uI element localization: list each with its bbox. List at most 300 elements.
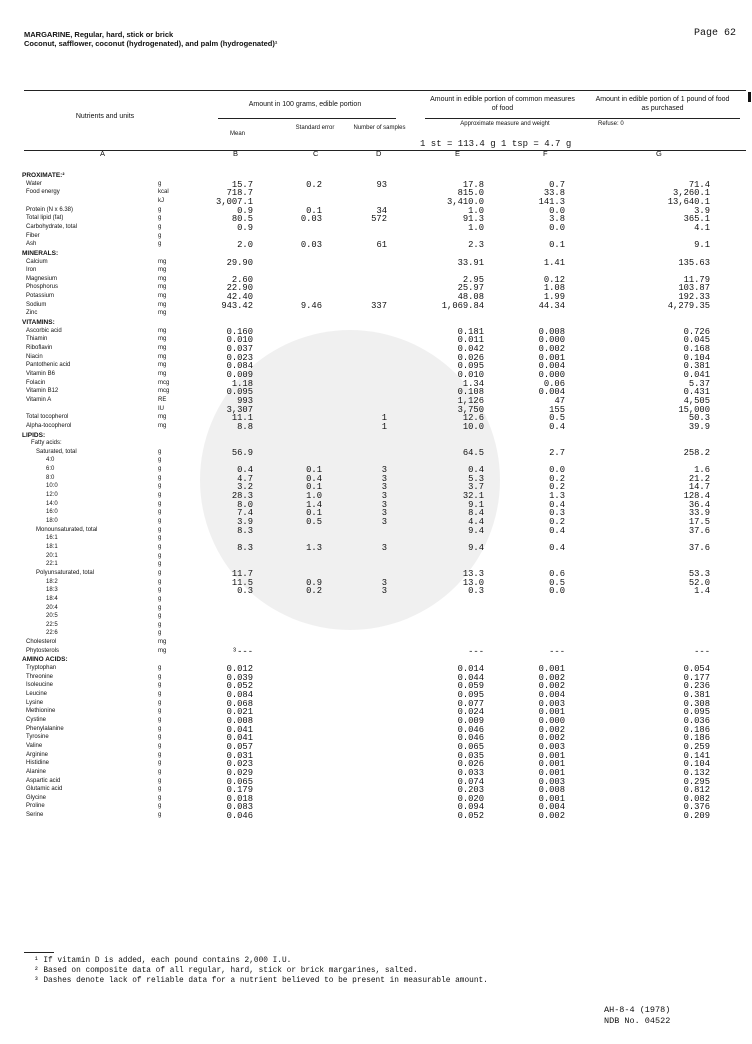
- row-unit: g: [158, 665, 162, 672]
- cell-e: 1,069.84: [441, 300, 484, 311]
- row-unit: g: [158, 241, 162, 248]
- table-top-rule: [24, 90, 746, 91]
- cell-b: 0.052: [226, 681, 253, 692]
- row-unit: g: [158, 716, 162, 723]
- cell-g: 11.79: [683, 274, 710, 285]
- cell-g: 135.63: [678, 257, 710, 268]
- row-unit: kJ: [158, 197, 164, 204]
- cell-g: 128.4: [683, 491, 710, 502]
- cell-e: 0.024: [457, 707, 484, 718]
- cell-g: 0.168: [683, 344, 710, 354]
- row-unit: mg: [158, 284, 167, 291]
- row-label: Tyrosine: [26, 734, 49, 741]
- header-amount-100g: Amount in 100 grams, edible portion: [248, 101, 362, 108]
- section-heading: MINERALS:: [22, 249, 59, 257]
- cell-g: 4,279.35: [667, 300, 710, 311]
- row-unit: kcal: [158, 189, 169, 196]
- cell-d: 337: [371, 300, 387, 311]
- cell-f: 141.3: [538, 196, 565, 207]
- cell-b: 0.9: [237, 222, 253, 233]
- row-label: 6:0: [46, 466, 55, 473]
- cell-b: 0.095: [226, 387, 253, 398]
- cell-f: 0.3: [549, 508, 565, 519]
- cell-f: 0.002: [538, 672, 565, 683]
- cell-e: 0.065: [457, 741, 484, 752]
- row-unit: g: [158, 630, 162, 637]
- cell-c: 9.46: [300, 300, 322, 311]
- row-unit: g: [158, 180, 162, 187]
- cell-f: 0.004: [538, 802, 565, 813]
- cell-f: 0.5: [549, 577, 565, 588]
- cell-c: 0.03: [300, 214, 322, 225]
- row-label: Ascorbic acid: [26, 327, 62, 334]
- cell-d: 3: [381, 542, 387, 553]
- row-unit: g: [158, 682, 162, 689]
- cell-e: 0.020: [457, 793, 484, 804]
- footnote-3: ³ Dashes denote lack of reliable data for a nutrient believed to be present in measurable amount.: [34, 977, 488, 985]
- row-unit: mg: [158, 267, 167, 274]
- row-unit: g: [158, 492, 162, 499]
- row-label: Monounsaturated, total: [36, 526, 98, 533]
- cell-f: 1.99: [543, 292, 565, 303]
- cell-c: 1.3: [306, 542, 322, 553]
- cell-g: 53.3: [688, 568, 710, 579]
- row-unit: g: [158, 708, 162, 715]
- cell-c: 0.2: [306, 586, 322, 597]
- row-label: 8:0: [46, 474, 55, 481]
- cell-e: 1,126: [457, 395, 484, 406]
- header-rule-common: [425, 118, 740, 119]
- cell-e: 1.34: [462, 378, 484, 389]
- row-label: 18:4: [46, 595, 58, 602]
- cell-e: 0.094: [457, 802, 484, 813]
- row-unit: g: [158, 751, 162, 758]
- cell-e: 3.7: [468, 482, 484, 493]
- row-label: Histidine: [26, 760, 50, 767]
- cell-g: 365.1: [683, 214, 710, 225]
- cell-g: 0.177: [683, 672, 710, 683]
- cell-f: 0.001: [538, 352, 565, 363]
- col-letter-d: D: [376, 149, 382, 158]
- cell-b: 0.3: [237, 586, 253, 597]
- row-unit: g: [158, 777, 162, 784]
- cell-b: 0.029: [226, 767, 253, 778]
- row-unit: g: [158, 578, 162, 585]
- row-label: Methionine: [26, 708, 56, 715]
- cell-e: 9.4: [468, 525, 484, 536]
- row-label: Tryptophan: [26, 665, 57, 672]
- cell-d: 3: [381, 482, 387, 493]
- cell-b: 0.179: [226, 785, 253, 796]
- row-label: Thiamin: [26, 336, 48, 343]
- row-unit: g: [158, 535, 162, 542]
- cell-g: 0.132: [683, 767, 710, 778]
- cell-e: 32.1: [462, 491, 484, 502]
- row-label: Water: [26, 180, 42, 187]
- cell-b: ³---: [231, 646, 253, 657]
- cell-c: 0.1: [306, 508, 322, 519]
- cell-e: 0.052: [457, 811, 484, 822]
- row-unit: g: [158, 794, 162, 801]
- cell-g: 103.87: [678, 283, 710, 294]
- cell-f: 0.001: [538, 664, 565, 675]
- header-bottom-rule: [24, 150, 746, 151]
- cell-b: 0.041: [226, 724, 253, 735]
- cell-e: 8.4: [468, 508, 484, 519]
- row-label: 18:2: [46, 578, 58, 585]
- section-heading: AMINO ACIDS:: [22, 656, 68, 664]
- cell-g: 258.2: [683, 447, 710, 458]
- cell-f: 44.34: [538, 300, 565, 311]
- row-unit: mg: [158, 293, 167, 300]
- row-unit: g: [158, 526, 162, 533]
- cell-f: 0.001: [538, 707, 565, 718]
- row-unit: mg: [158, 258, 167, 265]
- row-label: Fatty acids:: [31, 440, 62, 447]
- cell-f: 0.12: [543, 274, 565, 285]
- cell-f: 0.4: [549, 542, 565, 553]
- row-unit: IU: [158, 405, 164, 412]
- cell-g: 0.259: [683, 741, 710, 752]
- cell-b: 2.0: [237, 240, 253, 251]
- cell-g: 37.6: [688, 542, 710, 553]
- cell-e: 17.8: [462, 179, 484, 190]
- cell-b: 0.039: [226, 672, 253, 683]
- cell-f: 0.001: [538, 759, 565, 770]
- cell-b: 11.5: [231, 577, 253, 588]
- cell-f: 2.7: [549, 447, 565, 458]
- cell-d: 3: [381, 586, 387, 597]
- cell-b: 0.160: [226, 326, 253, 337]
- document-title: MARGARINE, Regular, hard, stick or brick: [24, 30, 174, 39]
- cell-f: 0.004: [538, 690, 565, 700]
- cell-g: 3.9: [694, 205, 710, 216]
- row-unit: g: [158, 483, 162, 490]
- cell-g: 0.104: [683, 759, 710, 770]
- cell-f: 33.8: [543, 188, 565, 199]
- cell-e: 0.035: [457, 750, 484, 761]
- row-label: 16:1: [46, 535, 58, 542]
- row-label: Serine: [26, 812, 44, 819]
- cell-e: 1.0: [468, 222, 484, 233]
- cell-g: 0.186: [683, 733, 710, 744]
- row-unit: mg: [158, 353, 167, 360]
- cell-g: 0.104: [683, 352, 710, 363]
- cell-b: 22.90: [226, 283, 253, 294]
- cell-f: 1.3: [549, 491, 565, 502]
- cell-b: 0.008: [226, 715, 253, 726]
- cell-b: 8.8: [237, 421, 253, 432]
- row-unit: g: [158, 673, 162, 680]
- row-unit: g: [158, 223, 162, 230]
- cell-b: 2.60: [231, 274, 253, 285]
- cell-f: 0.0: [549, 465, 565, 476]
- cell-b: 56.9: [231, 447, 253, 458]
- cell-g: 0.726: [683, 326, 710, 337]
- cell-f: 0.003: [538, 776, 565, 787]
- cell-f: 1.08: [543, 283, 565, 294]
- cell-e: 13.3: [462, 568, 484, 579]
- cell-e: 33.91: [457, 257, 484, 268]
- cell-e: 0.009: [457, 715, 484, 726]
- cell-b: 0.065: [226, 776, 253, 787]
- row-unit: mcg: [158, 388, 170, 395]
- cell-e: 3,410.0: [447, 196, 484, 207]
- cell-g: ---: [694, 646, 710, 657]
- cell-d: 93: [376, 179, 387, 190]
- row-unit: g: [158, 215, 162, 222]
- cell-e: 0.011: [457, 335, 484, 346]
- row-unit: g: [158, 509, 162, 516]
- cell-b: 28.3: [231, 491, 253, 502]
- cell-c: 0.03: [300, 240, 322, 251]
- cell-b: 42.40: [226, 292, 253, 303]
- cell-f: 3.8: [549, 214, 565, 225]
- row-unit: g: [158, 457, 162, 464]
- row-label: Isoleucine: [26, 682, 54, 689]
- row-label: Potassium: [26, 293, 55, 300]
- cell-f: 0.001: [538, 750, 565, 761]
- row-label: Riboflavin: [26, 345, 53, 351]
- cell-g: 0.431: [683, 387, 710, 398]
- cell-d: 61: [376, 240, 387, 251]
- cell-f: 0.06: [543, 378, 565, 389]
- footnote-2: ² Based on composite data of all regular, hard, stick or brick margarines, salted.: [34, 967, 418, 975]
- row-label: Saturated, total: [36, 448, 77, 455]
- row-unit: mg: [158, 327, 167, 334]
- row-unit: g: [158, 518, 162, 524]
- cell-d: 3: [381, 491, 387, 502]
- cell-b: 0.083: [226, 802, 253, 813]
- cell-c: 0.1: [306, 482, 322, 493]
- cell-g: 21.2: [688, 473, 710, 484]
- row-unit: g: [158, 742, 162, 749]
- cell-f: 0.002: [538, 724, 565, 735]
- cell-b: 0.084: [226, 690, 253, 700]
- header-number-of-samples: Number of samples: [353, 125, 406, 131]
- cell-d: 572: [371, 214, 387, 225]
- cell-g: 4.1: [694, 222, 710, 233]
- row-label: Vitamin B6: [26, 370, 55, 377]
- cell-e: 10.0: [462, 421, 484, 432]
- cell-g: 0.812: [683, 785, 710, 796]
- row-label: Total tocopherol: [26, 414, 69, 421]
- header-standard-error: Standard error: [295, 125, 335, 131]
- row-label: Vitamin A: [26, 396, 52, 403]
- cell-f: 0.000: [538, 369, 565, 380]
- cell-e: 0.026: [457, 352, 484, 363]
- cell-f: 0.003: [538, 741, 565, 752]
- cell-f: 0.002: [538, 811, 565, 822]
- row-label: Protein (N x 6.38): [26, 206, 74, 213]
- cell-f: 0.4: [549, 499, 565, 510]
- cell-b: 3,007.1: [216, 196, 253, 207]
- cell-b: 8.0: [237, 499, 253, 510]
- cell-f: 0.002: [538, 681, 565, 692]
- cell-e: 0.3: [468, 586, 484, 597]
- row-label: 10:0: [46, 483, 58, 490]
- cell-b: 0.018: [226, 793, 253, 804]
- cell-f: 1.41: [543, 257, 565, 268]
- header-rule-100g: [218, 118, 396, 119]
- cell-g: 0.236: [683, 681, 710, 692]
- row-unit: g: [158, 621, 162, 628]
- cell-d: 1: [381, 413, 387, 424]
- row-unit: g: [158, 604, 162, 611]
- cell-c: 0.5: [306, 517, 322, 527]
- row-label: Proline: [26, 803, 45, 810]
- cell-e: 0.077: [457, 698, 484, 709]
- cell-f: 0.4: [549, 421, 565, 432]
- row-unit: g: [158, 561, 162, 568]
- row-unit: mg: [158, 370, 167, 377]
- row-unit: g: [158, 595, 162, 602]
- row-unit: g: [158, 725, 162, 732]
- cell-e: 0.033: [457, 767, 484, 778]
- document-subtitle: Coconut, safflower, coconut (hydrogenated), and palm (hydrogenated)¹: [24, 39, 278, 48]
- cell-b: 0.031: [226, 750, 253, 761]
- row-label: Glycine: [26, 794, 47, 801]
- header-mean: Mean: [229, 131, 245, 137]
- cell-b: 0.023: [226, 352, 253, 363]
- cell-f: 0.2: [549, 473, 565, 484]
- row-unit: mg: [158, 275, 167, 282]
- cell-e: 9.1: [468, 499, 484, 510]
- cell-b: 0.046: [226, 811, 253, 822]
- cell-f: 0.001: [538, 793, 565, 804]
- row-unit: g: [158, 734, 162, 741]
- footnote-rule: [24, 952, 54, 953]
- cell-d: 3: [381, 508, 387, 519]
- row-unit: mg: [158, 345, 167, 351]
- cell-b: 1.18: [231, 378, 253, 389]
- cell-e: 815.0: [457, 188, 484, 199]
- row-label: Arginine: [26, 751, 49, 758]
- row-unit: g: [158, 699, 162, 706]
- cell-g: 0.036: [683, 715, 710, 726]
- col-letter-c: C: [313, 149, 319, 158]
- cell-e: 0.095: [457, 690, 484, 700]
- cell-g: 0.054: [683, 664, 710, 675]
- header-refuse: Refuse: 0: [598, 121, 624, 127]
- cell-c: 0.2: [306, 179, 322, 190]
- col-letter-a: A: [100, 149, 106, 158]
- row-unit: mg: [158, 301, 167, 308]
- cell-e: 91.3: [462, 214, 484, 225]
- row-label: Fiber: [26, 232, 40, 239]
- cell-e: 48.08: [457, 292, 484, 303]
- cell-g: 0.041: [683, 369, 710, 380]
- cell-f: ---: [549, 646, 565, 657]
- row-unit: mg: [158, 310, 167, 317]
- cell-e: 0.044: [457, 672, 484, 683]
- cell-g: 0.095: [683, 707, 710, 718]
- cell-e: 1.0: [468, 205, 484, 216]
- cell-b: 0.012: [226, 664, 253, 675]
- cell-f: 0.0: [549, 205, 565, 216]
- margin-mark: [748, 92, 751, 102]
- cell-g: 0.082: [683, 793, 710, 804]
- cell-g: 33.9: [688, 508, 710, 519]
- cell-f: 0.2: [549, 482, 565, 493]
- cell-e: 0.203: [457, 785, 484, 796]
- cell-b: 3,307: [226, 404, 253, 415]
- row-label: Threonine: [26, 673, 54, 680]
- cell-f: 0.6: [549, 568, 565, 579]
- cell-e: 64.5: [462, 447, 484, 458]
- row-unit: g: [158, 786, 162, 793]
- row-unit: g: [158, 760, 162, 767]
- cell-e: 2.3: [468, 240, 484, 251]
- row-unit: g: [158, 474, 162, 481]
- cell-b: 0.037: [226, 344, 253, 354]
- cell-b: 0.9: [237, 205, 253, 216]
- cell-b: 15.7: [231, 179, 253, 190]
- col-letter-b: B: [233, 149, 239, 158]
- cell-g: 4,505: [683, 395, 710, 406]
- cell-b: 80.5: [231, 214, 253, 225]
- cell-f: 0.000: [538, 715, 565, 726]
- row-label: 4:0: [46, 457, 55, 464]
- cell-e: 0.046: [457, 733, 484, 744]
- section-heading: LIPIDS:: [22, 431, 46, 439]
- cell-g: 13,640.1: [667, 196, 710, 207]
- cell-b: 11.1: [231, 413, 253, 424]
- col-letter-f: F: [543, 149, 548, 158]
- row-unit: g: [158, 803, 162, 810]
- cell-c: 0.9: [306, 577, 322, 588]
- cell-b: 0.010: [226, 335, 253, 346]
- row-unit: g: [158, 768, 162, 775]
- cell-g: 1.6: [694, 465, 710, 476]
- row-label: Alpha-tocopherol: [26, 422, 72, 429]
- row-label: 22:1: [46, 561, 58, 568]
- cell-g: 1.4: [694, 586, 710, 597]
- cell-e: 0.4: [468, 465, 484, 476]
- cell-e: 4.4: [468, 517, 484, 527]
- row-label: 16:0: [46, 509, 58, 516]
- cell-d: 3: [381, 473, 387, 484]
- cell-c: 1.4: [306, 499, 322, 510]
- row-unit: g: [158, 232, 162, 239]
- cell-f: 47: [554, 395, 565, 406]
- row-unit: g: [158, 812, 162, 819]
- cell-e: 9.4: [468, 542, 484, 553]
- cell-d: 3: [381, 517, 387, 527]
- row-label: Niacin: [26, 353, 43, 360]
- cell-f: 155: [549, 404, 565, 415]
- cell-e: 0.046: [457, 724, 484, 735]
- cell-f: 0.008: [538, 785, 565, 796]
- row-unit: g: [158, 500, 162, 507]
- row-unit: mg: [158, 414, 167, 421]
- cell-g: 0.381: [683, 690, 710, 700]
- ndb-number: NDB No. 04522: [604, 1016, 671, 1026]
- cell-c: 0.1: [306, 205, 322, 216]
- cell-f: 0.5: [549, 413, 565, 424]
- row-unit: mg: [158, 336, 167, 343]
- cell-b: 3.9: [237, 517, 253, 527]
- row-label: Pantothenic acid: [26, 362, 71, 369]
- row-unit: g: [158, 206, 162, 213]
- row-unit: g: [158, 552, 162, 559]
- row-label: 20:1: [46, 552, 58, 559]
- cell-e: 0.026: [457, 759, 484, 770]
- cell-g: 0.186: [683, 724, 710, 735]
- row-label: 18:3: [46, 587, 58, 594]
- cell-g: 0.141: [683, 750, 710, 761]
- col-letter-e: E: [455, 149, 461, 158]
